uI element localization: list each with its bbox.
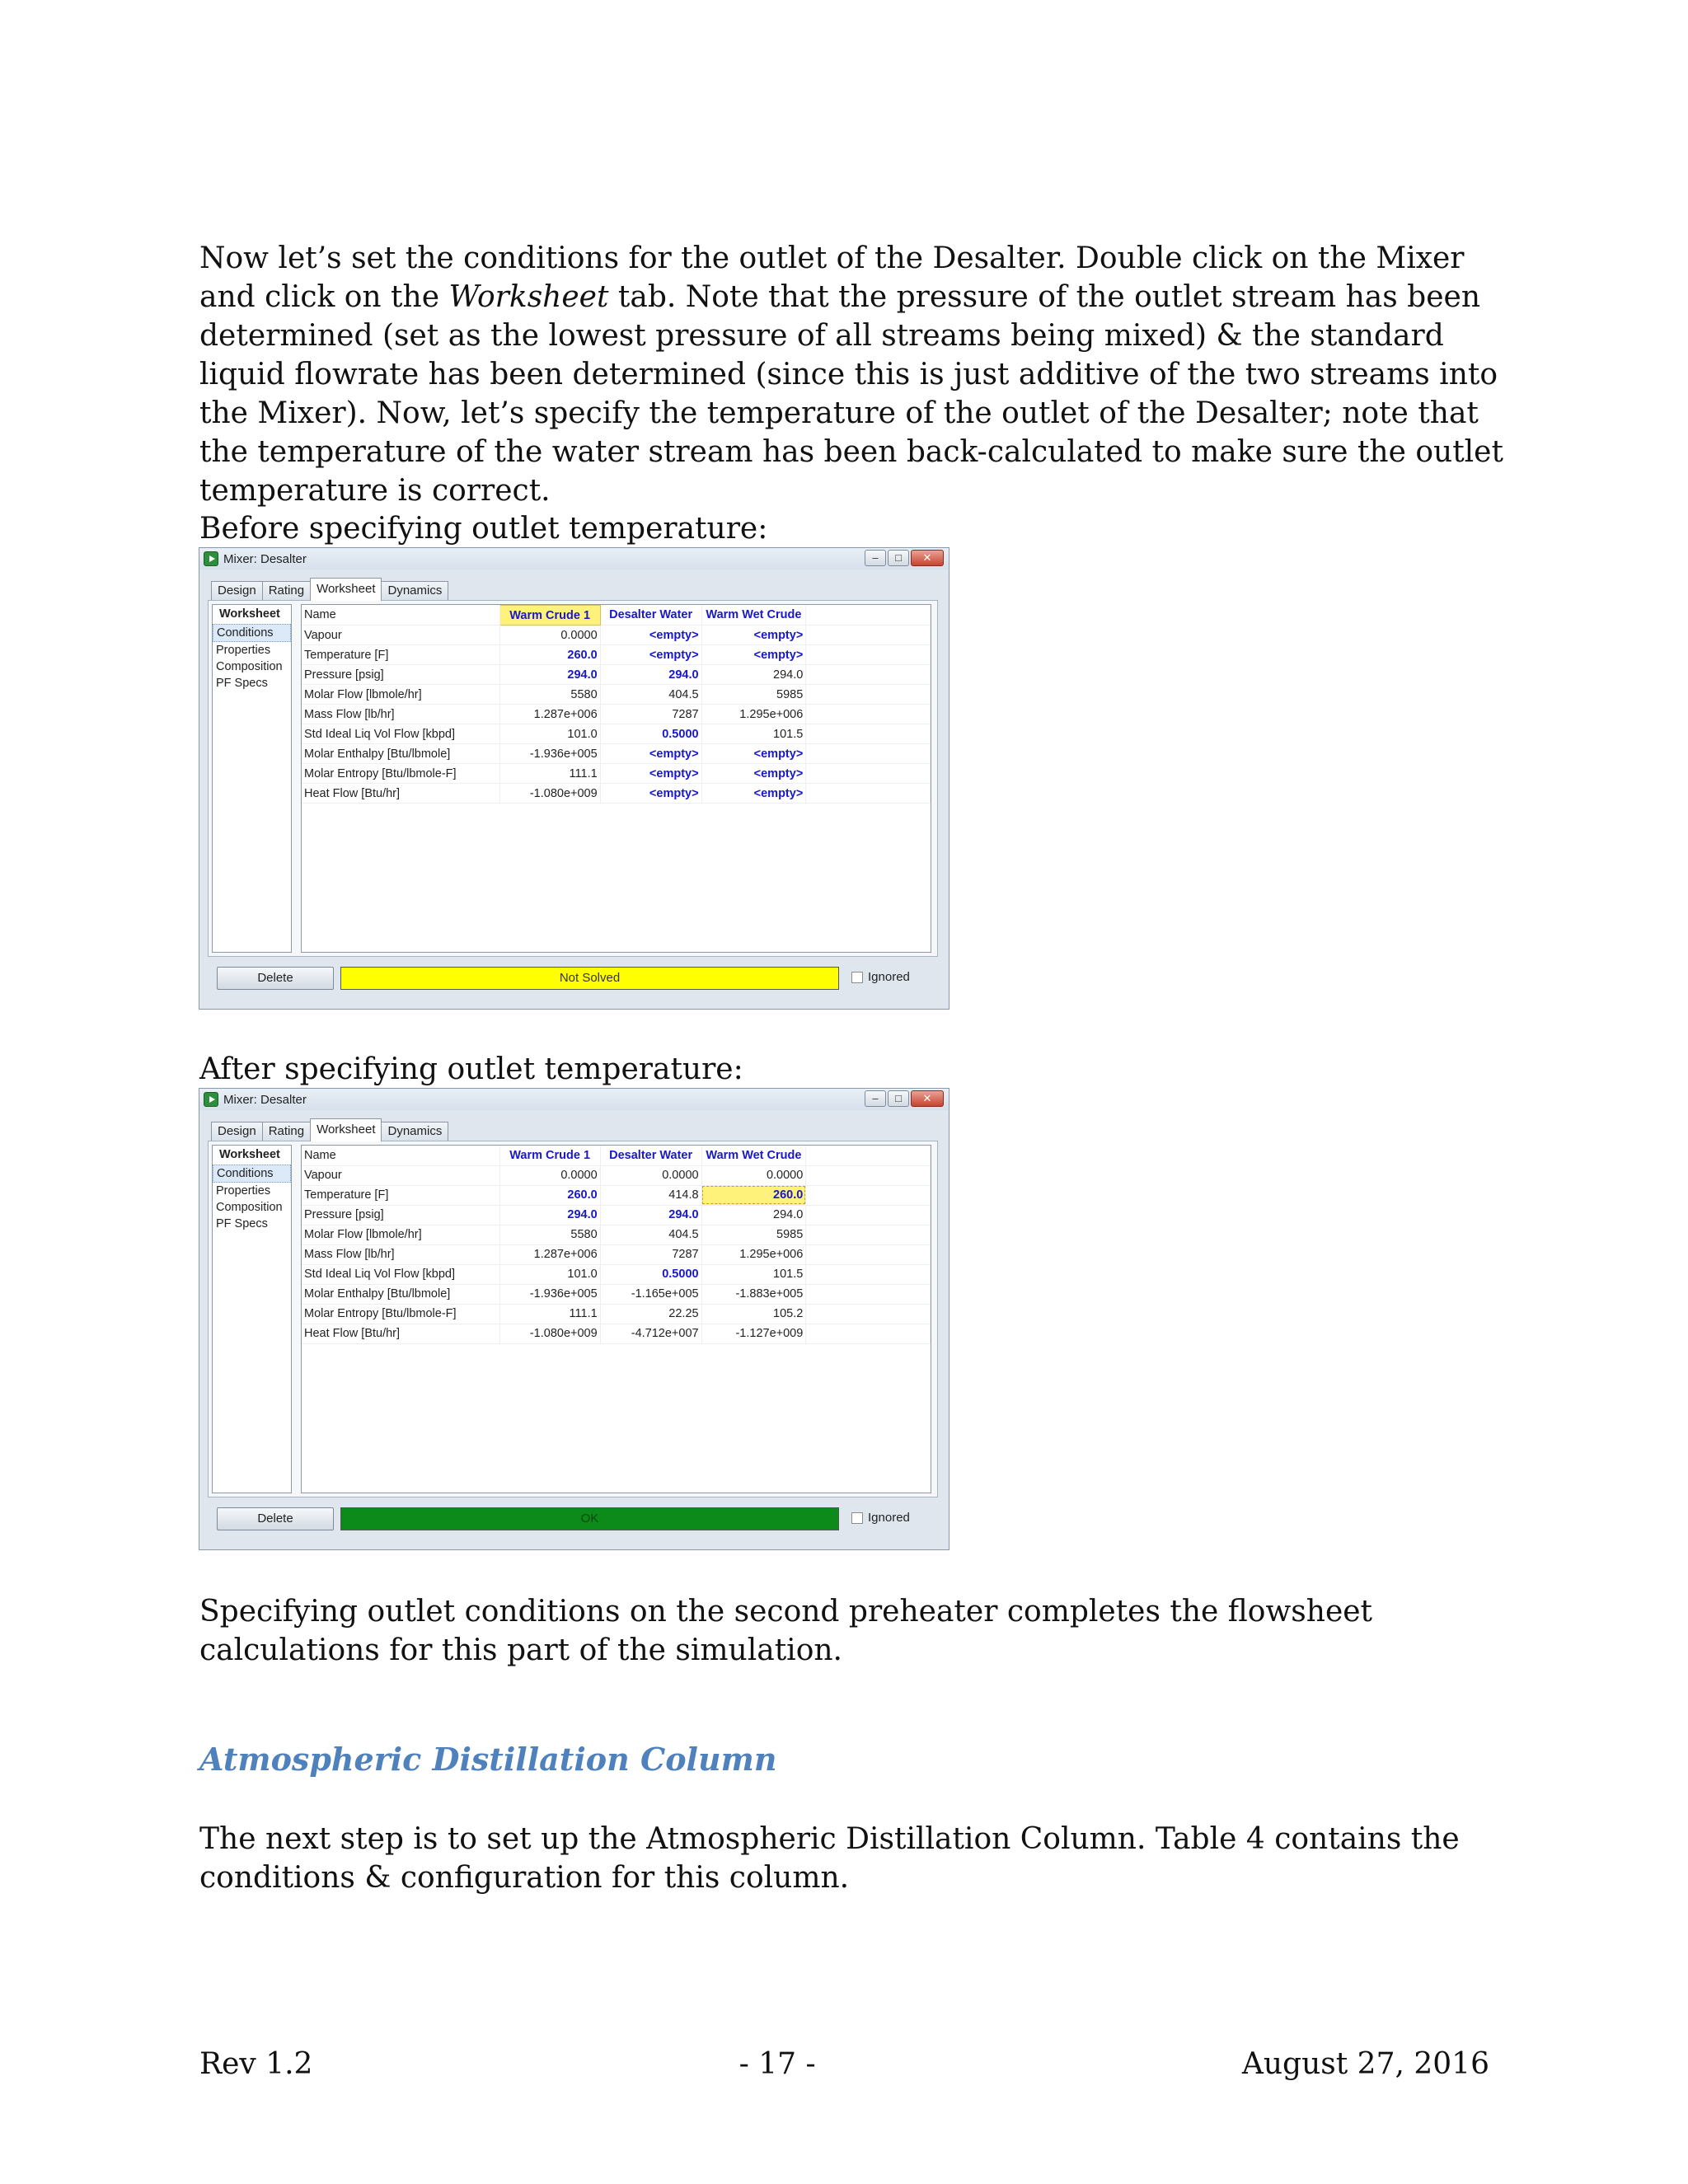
table-row xyxy=(302,1264,931,1284)
table-cell[interactable]: 294.0 xyxy=(701,1205,806,1225)
table-cell[interactable]: 0.0000 xyxy=(499,1165,600,1185)
table-row xyxy=(302,1205,931,1225)
table-cell[interactable]: 1.295e+006 xyxy=(701,1244,806,1264)
column-header-stream[interactable]: Warm Wet Crude xyxy=(701,1146,806,1165)
nav-item-composition[interactable]: Composition xyxy=(216,660,283,673)
bottom-bar xyxy=(217,1505,939,1533)
window-titlebar[interactable] xyxy=(199,1089,949,1110)
column-header-name: Name xyxy=(302,606,499,626)
paragraph-preheater: Specifying outlet conditions on the second preheater completes the flowsheet calculations for this part of the simulation. xyxy=(199,1595,1373,1667)
conditions-table xyxy=(302,1146,931,1344)
app-icon xyxy=(204,551,218,566)
row-label: Molar Enthalpy [Btu/lbmole] xyxy=(302,744,499,764)
tab-dynamics[interactable]: Dynamics xyxy=(381,1122,448,1141)
nav-heading: Worksheet xyxy=(219,607,280,621)
intro-paragraph xyxy=(199,239,1518,510)
close-button[interactable]: ✕ xyxy=(911,1090,944,1107)
table-cell[interactable]: -1.080e+009 xyxy=(499,784,600,804)
table-cell[interactable]: 0.5000 xyxy=(600,724,701,744)
table-cell[interactable]: 111.1 xyxy=(499,1304,600,1324)
intro-text-2: tab. Note that the pressure of the outlet stream has been determined (set as the lowest pressure of all streams being mixed) & the standard liquid flowrate has been determined (since this is just additive of the two streams into the Mixer). Now, let’s specify the temperature of the outlet of the Desalter; note that the temperature of the water stream has been back-calculated to make sure the outlet temperature is correct. xyxy=(199,280,1503,508)
row-label: Heat Flow [Btu/hr] xyxy=(302,1324,499,1343)
table-cell[interactable]: 294.0 xyxy=(499,665,600,685)
app-icon xyxy=(204,1092,218,1107)
row-label: Temperature [F] xyxy=(302,645,499,665)
table-cell[interactable]: <empty> xyxy=(701,744,806,764)
column-header-stream[interactable]: Warm Wet Crude xyxy=(701,606,806,626)
table-cell[interactable]: 0.5000 xyxy=(600,1264,701,1284)
minimize-button[interactable]: – xyxy=(865,550,886,566)
table-cell[interactable]: <empty> xyxy=(701,626,806,645)
table-header-row xyxy=(302,606,931,626)
column-header-stream[interactable]: Warm Crude 1 xyxy=(499,1146,600,1165)
row-label: Vapour xyxy=(302,626,499,645)
checkbox-box[interactable] xyxy=(851,1512,863,1524)
table-cell[interactable]: 105.2 xyxy=(701,1304,806,1324)
table-cell-selected[interactable]: 260.0 xyxy=(701,1185,806,1205)
page-footer xyxy=(199,2047,1489,2081)
table-cell[interactable]: 1.295e+006 xyxy=(701,705,806,724)
row-label: Molar Entropy [Btu/lbmole-F] xyxy=(302,764,499,784)
nav-heading: Worksheet xyxy=(219,1148,280,1161)
table-cell[interactable]: <empty> xyxy=(600,626,701,645)
table-cell[interactable]: <empty> xyxy=(701,784,806,804)
table-row xyxy=(302,1324,931,1343)
table-cell[interactable]: 101.0 xyxy=(499,724,600,744)
table-cell[interactable]: 101.5 xyxy=(701,1264,806,1284)
table-cell[interactable]: -4.712e+007 xyxy=(600,1324,701,1343)
row-label: Heat Flow [Btu/hr] xyxy=(302,784,499,804)
row-label: Molar Enthalpy [Btu/lbmole] xyxy=(302,1284,499,1304)
table-cell[interactable]: -1.883e+005 xyxy=(701,1284,806,1304)
conditions-grid xyxy=(301,604,931,953)
mixer-window-after xyxy=(199,1088,950,1550)
table-row xyxy=(302,1244,931,1264)
table-header-row xyxy=(302,1146,931,1165)
table-cell[interactable]: 294.0 xyxy=(600,1205,701,1225)
table-cell[interactable]: 0.0000 xyxy=(600,1165,701,1185)
after-caption: After specifying outlet temperature: xyxy=(199,1052,743,1086)
paragraph-column: The next step is to set up the Atmospheric Distillation Column. Table 4 contains the conditions & configuration for this column. xyxy=(199,1822,1460,1895)
column-header-stream[interactable]: Desalter Water xyxy=(600,1146,701,1165)
table-cell[interactable]: 260.0 xyxy=(499,645,600,665)
table-cell[interactable]: -1.080e+009 xyxy=(499,1324,600,1343)
worksheet-nav xyxy=(212,604,292,953)
tab-rating[interactable]: Rating xyxy=(262,581,311,601)
tab-worksheet[interactable]: Worksheet xyxy=(310,1118,382,1141)
table-cell[interactable]: 294.0 xyxy=(701,665,806,685)
delete-button[interactable]: Delete xyxy=(217,1507,334,1530)
column-header-stream[interactable]: Desalter Water xyxy=(600,606,701,626)
window-title: Mixer: Desalter xyxy=(223,1092,307,1107)
section-heading: Atmospheric Distillation Column xyxy=(199,1741,777,1778)
table-cell[interactable]: 1.287e+006 xyxy=(499,705,600,724)
table-cell[interactable]: 101.0 xyxy=(499,1264,600,1284)
delete-button[interactable]: Delete xyxy=(217,967,334,990)
table-cell[interactable]: 7287 xyxy=(600,705,701,724)
table-cell[interactable]: 404.5 xyxy=(600,685,701,705)
ignored-label: Ignored xyxy=(868,1511,910,1525)
bottom-bar xyxy=(217,964,939,992)
worksheet-panel xyxy=(208,1141,938,1497)
nav-item-properties[interactable]: Properties xyxy=(216,644,271,657)
tab-bar xyxy=(211,1122,448,1141)
table-cell[interactable]: <empty> xyxy=(600,764,701,784)
table-cell[interactable]: 260.0 xyxy=(499,1185,600,1205)
table-cell[interactable]: 5580 xyxy=(499,685,600,705)
row-label: Temperature [F] xyxy=(302,1185,499,1205)
table-row xyxy=(302,1185,931,1205)
table-cell[interactable]: 22.25 xyxy=(600,1304,701,1324)
tab-rating[interactable]: Rating xyxy=(262,1122,311,1141)
conditions-table xyxy=(302,605,931,804)
tab-design[interactable]: Design xyxy=(211,581,263,601)
row-label: Molar Flow [lbmole/hr] xyxy=(302,685,499,705)
checkbox-box[interactable] xyxy=(851,972,863,983)
footer-revision: Rev 1.2 xyxy=(199,2047,313,2081)
ignored-checkbox[interactable] xyxy=(851,970,910,984)
table-cell[interactable]: -1.165e+005 xyxy=(600,1284,701,1304)
row-label: Mass Flow [lb/hr] xyxy=(302,1244,499,1264)
table-row xyxy=(302,685,931,705)
tab-dynamics[interactable]: Dynamics xyxy=(381,581,448,601)
table-cell[interactable]: 404.5 xyxy=(600,1225,701,1244)
ignored-checkbox[interactable] xyxy=(851,1511,910,1525)
table-cell[interactable]: <empty> xyxy=(701,645,806,665)
table-cell[interactable]: -1.936e+005 xyxy=(499,1284,600,1304)
table-row xyxy=(302,724,931,744)
row-label: Pressure [psig] xyxy=(302,665,499,685)
table-cell[interactable]: 0.0000 xyxy=(701,1165,806,1185)
footer-date: August 27, 2016 xyxy=(1241,2047,1489,2081)
table-cell[interactable]: 294.0 xyxy=(600,665,701,685)
row-label: Molar Flow [lbmole/hr] xyxy=(302,1225,499,1244)
window-titlebar[interactable] xyxy=(199,548,949,569)
mixer-window-before xyxy=(199,547,950,1010)
row-label: Std Ideal Liq Vol Flow [kbpd] xyxy=(302,724,499,744)
table-row xyxy=(302,645,931,665)
intro-emphasis: Worksheet xyxy=(448,280,609,314)
before-caption: Before specifying outlet temperature: xyxy=(199,512,768,546)
table-row xyxy=(302,705,931,724)
nav-item-pf-specs[interactable]: PF Specs xyxy=(216,677,268,690)
table-cell[interactable]: 1.287e+006 xyxy=(499,1244,600,1264)
table-row xyxy=(302,1225,931,1244)
table-cell[interactable]: -1.127e+009 xyxy=(701,1324,806,1343)
table-cell[interactable]: 101.5 xyxy=(701,724,806,744)
table-cell[interactable]: 5985 xyxy=(701,685,806,705)
nav-item-conditions[interactable]: Conditions xyxy=(213,1165,291,1183)
status-bar: OK xyxy=(340,1507,839,1530)
table-cell[interactable]: 294.0 xyxy=(499,1205,600,1225)
table-row xyxy=(302,1284,931,1304)
row-label: Mass Flow [lb/hr] xyxy=(302,705,499,724)
nav-item-pf-specs[interactable]: PF Specs xyxy=(216,1217,268,1230)
table-cell[interactable]: 414.8 xyxy=(600,1185,701,1205)
table-row xyxy=(302,665,931,685)
nav-item-properties[interactable]: Properties xyxy=(216,1184,271,1197)
tab-design[interactable]: Design xyxy=(211,1122,263,1141)
window-title: Mixer: Desalter xyxy=(223,551,307,566)
table-cell[interactable]: 5580 xyxy=(499,1225,600,1244)
worksheet-panel xyxy=(208,600,938,957)
table-row xyxy=(302,784,931,804)
row-label: Molar Entropy [Btu/lbmole-F] xyxy=(302,1304,499,1324)
tab-worksheet[interactable]: Worksheet xyxy=(310,578,382,601)
close-button[interactable]: ✕ xyxy=(911,550,944,566)
table-cell[interactable]: -1.936e+005 xyxy=(499,744,600,764)
intro-text-1: Now let’s set the conditions for the outlet of the Desalter. Double click on the Mixer and click on the xyxy=(199,241,1465,314)
row-label: Std Ideal Liq Vol Flow [kbpd] xyxy=(302,1264,499,1284)
table-row xyxy=(302,764,931,784)
nav-item-composition[interactable]: Composition xyxy=(216,1201,283,1214)
table-cell[interactable]: <empty> xyxy=(600,784,701,804)
footer-page-number: - 17 - xyxy=(738,2047,816,2081)
table-cell[interactable]: 0.0000 xyxy=(499,626,600,645)
row-label: Vapour xyxy=(302,1165,499,1185)
table-cell[interactable]: 111.1 xyxy=(499,764,600,784)
row-label: Pressure [psig] xyxy=(302,1205,499,1225)
ignored-label: Ignored xyxy=(868,970,910,984)
table-row xyxy=(302,1304,931,1324)
status-bar: Not Solved xyxy=(340,967,839,990)
minimize-button[interactable]: – xyxy=(865,1090,886,1107)
table-row xyxy=(302,1165,931,1185)
worksheet-nav xyxy=(212,1145,292,1493)
nav-item-conditions[interactable]: Conditions xyxy=(213,624,291,642)
table-cell[interactable]: <empty> xyxy=(701,764,806,784)
table-cell[interactable]: 7287 xyxy=(600,1244,701,1264)
table-cell[interactable]: 5985 xyxy=(701,1225,806,1244)
tab-bar xyxy=(211,581,448,601)
table-row xyxy=(302,626,931,645)
column-header-name: Name xyxy=(302,1146,499,1165)
table-row xyxy=(302,744,931,764)
conditions-grid xyxy=(301,1145,931,1493)
table-cell[interactable]: <empty> xyxy=(600,645,701,665)
column-header-stream[interactable]: Warm Crude 1 xyxy=(499,606,600,626)
maximize-button[interactable]: □ xyxy=(888,550,909,566)
maximize-button[interactable]: □ xyxy=(888,1090,909,1107)
table-cell[interactable]: <empty> xyxy=(600,744,701,764)
